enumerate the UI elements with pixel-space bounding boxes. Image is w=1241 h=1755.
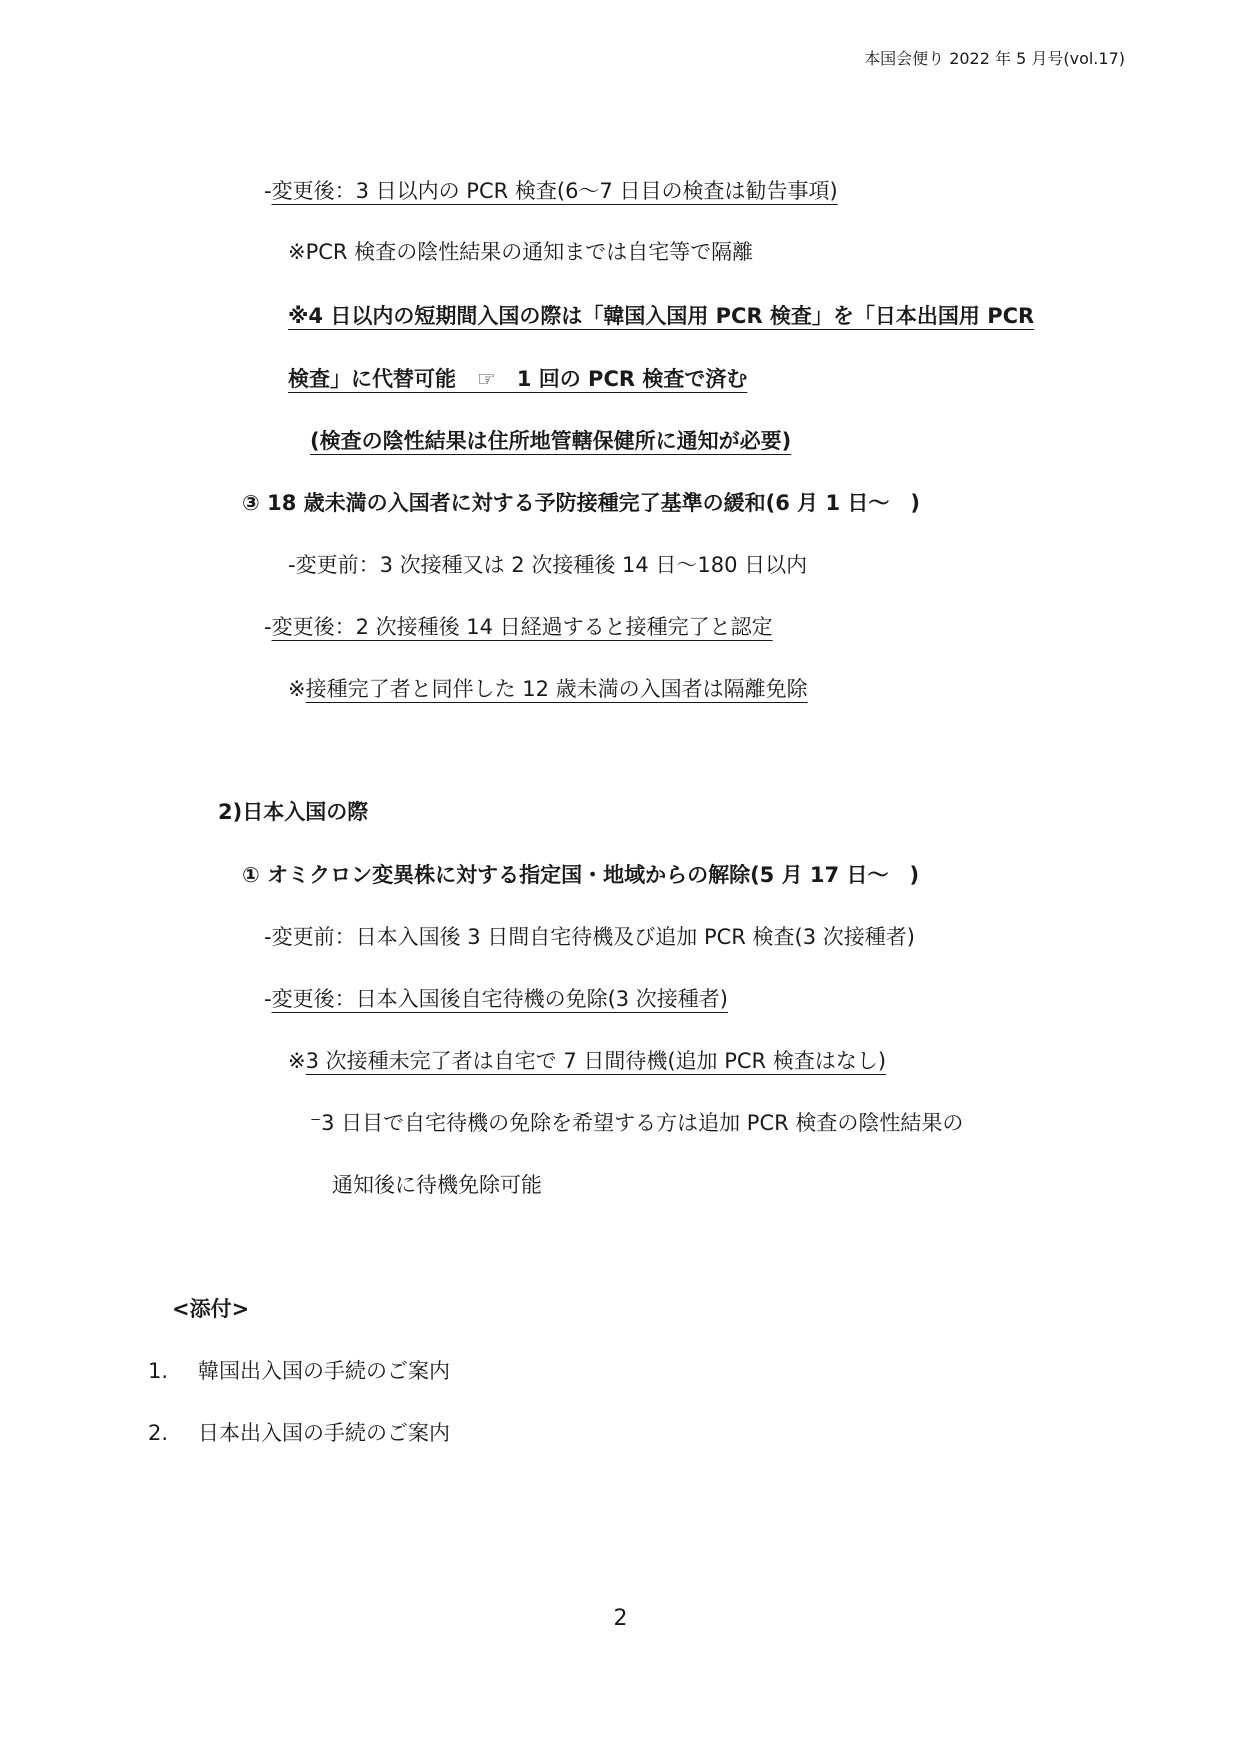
section2-before-change: -変更前：日本入国後 3 日間自宅待機及び追加 PCR 検査(3 次接種者) xyxy=(264,925,915,949)
note-mark: ※ xyxy=(288,1049,306,1073)
section2-note xyxy=(288,1046,886,1076)
attachment-number: 1. xyxy=(148,1359,169,1383)
dash-prefix: - xyxy=(264,179,272,203)
section2-item1-heading: ① オミクロン変異株に対する指定国・地域からの解除(5 月 17 日～ ) xyxy=(242,863,920,887)
header-publication-label: 本国会便り 2022 年 5 月号(vol.17) xyxy=(864,49,1125,68)
after-change-line xyxy=(264,176,838,206)
pcr-isolation-note: ※PCR 検査の陰性結果の通知までは自宅等で隔離 xyxy=(288,240,754,264)
item3-note-text: 接種完了者と同伴した 12 歳未満の入国者は隔離免除 xyxy=(305,677,808,701)
section2-after-change xyxy=(264,984,728,1014)
section2-after-change-text: 変更後：日本入国後自宅待機の免除(3 次接種者) xyxy=(271,987,728,1011)
short-stay-note-line3: (検査の陰性結果は住所地管轄保健所に通知が必要) xyxy=(310,429,792,453)
short-stay-note-line2: 検査」に代替可能 ☞ 1 回の PCR 検査で済む xyxy=(288,367,748,391)
section2-title: 2)日本入国の際 xyxy=(218,800,369,824)
item3-note xyxy=(288,674,808,704)
attachment-label: 日本出入国の手続のご案内 xyxy=(198,1421,450,1445)
section2-sub-line1: ⁻3 日目で自宅待機の免除を希望する方は追加 PCR 検査の陰性結果の xyxy=(310,1111,964,1135)
section2-note-text: 3 次接種未完了者は自宅で 7 日間待機(追加 PCR 検査はなし) xyxy=(305,1049,887,1073)
dash-prefix: - xyxy=(264,615,272,639)
note-mark: ※ xyxy=(288,677,306,701)
attachment-label: 韓国出入国の手続のご案内 xyxy=(198,1359,450,1383)
section2-sub-line2: 通知後に待機免除可能 xyxy=(332,1173,542,1197)
item3-after-change-text: 変更後：2 次接種後 14 日経過すると接種完了と認定 xyxy=(271,615,773,639)
item3-heading: ③ 18 歳未満の入国者に対する予防接種完了基準の緩和(6 月 1 日～ ) xyxy=(242,491,920,515)
item3-after-change xyxy=(264,612,773,642)
short-stay-note-line1: ※4 日以内の短期間入国の際は「韓国入国用 PCR 検査」を「日本出国用 PCR xyxy=(288,304,1035,328)
item3-before-change: -変更前：3 次接種又は 2 次接種後 14 日～180 日以内 xyxy=(288,553,808,577)
page-number: 2 xyxy=(613,1606,628,1631)
after-change-text: 変更後：3 日以内の PCR 検査(6～7 日目の検査は勧告事項) xyxy=(271,179,838,203)
attachments-title: <添付> xyxy=(172,1297,250,1321)
dash-prefix: - xyxy=(264,987,272,1011)
attachment-number: 2. xyxy=(148,1421,169,1445)
